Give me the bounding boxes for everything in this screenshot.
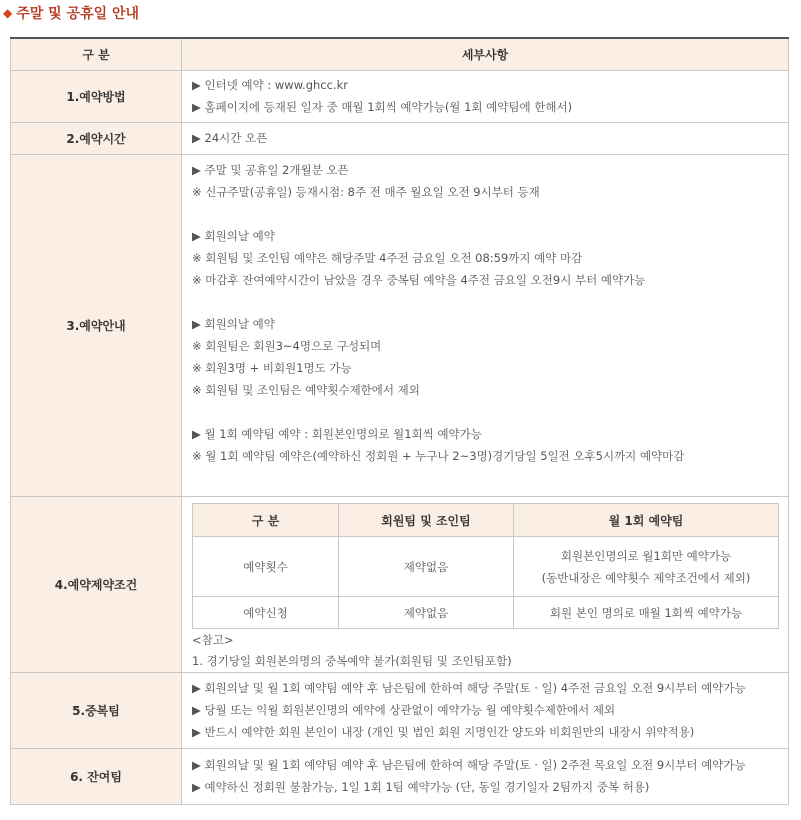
- table-row: [11, 71, 789, 123]
- detail-line: ※ 마감후 잔여예약시간이 남았을 경우 중복팀 예약을 4주전 금요일 오전9시 부터 예약가능: [192, 273, 646, 287]
- detail-line: ▶ 주말 및 공휴일 2개월분 오픈: [192, 163, 349, 177]
- note-heading: <참고>: [192, 633, 234, 647]
- subtable-cell: [514, 537, 779, 597]
- table-row: [11, 497, 789, 673]
- note-line: 1. 경기당일 회원본의명의 중복예약 불가(회원팀 및 조인팀포함): [192, 654, 512, 668]
- detail-line: ※ 회원3명 + 비회원1명도 가능: [192, 361, 352, 375]
- detail-line: ▶ 예약하신 정회원 불참가능, 1일 1회 1팀 예약가능 (단, 동일 경기일자 2팀까지 중복 허용): [192, 780, 650, 794]
- row-detail: [182, 497, 789, 673]
- detail-line: ※ 회원팀 및 조인팀은 예약횟수제한에서 제외: [192, 383, 420, 397]
- subtable-header-row: [193, 504, 779, 537]
- detail-line: ※ 회원팀 및 조인팀 예약은 해당주말 4주전 금요일 오전 08:59까지 예약 마감: [192, 251, 583, 265]
- subtable-cell: 회원 본인 명의로 매월 1회씩 예약가능: [514, 597, 779, 629]
- section-title: [3, 3, 139, 23]
- cell-line: (동반내장은 예약횟수 제약조건에서 제외): [541, 570, 751, 585]
- cell-line: 회원본인명의로 월1회만 예약가능: [560, 548, 732, 563]
- detail-line: ▶ 24시간 오픈: [192, 131, 268, 145]
- detail-line: ▶ 당월 또는 익월 회원본인명의 예약에 상관없이 예약가능 월 예약횟수제한에서 제외: [192, 703, 616, 717]
- restriction-subtable: [192, 503, 779, 629]
- detail-line: ▶ 월 1회 예약팀 예약 : 회원본인명의로 월1회씩 예약가능: [192, 427, 482, 441]
- header-category: 구 분: [11, 38, 182, 71]
- detail-line: ▶ 회원의날 예약: [192, 317, 275, 331]
- spacer: [192, 401, 778, 423]
- detail-line: ※ 월 1회 예약팀 예약은(예약하신 정회원 + 누구나 2~3명)경기당일 5일전 오후5시까지 예약마감: [192, 449, 685, 463]
- section-title-text: 주말 및 공휴일 안내: [16, 6, 140, 22]
- row-label: 2.예약시간: [11, 123, 182, 155]
- spacer: [192, 203, 778, 225]
- subtable-cell: 제약없음: [339, 597, 514, 629]
- subtable-cell: 제약없음: [339, 537, 514, 597]
- subtable-cell: 예약신청: [193, 597, 339, 629]
- table-row: [11, 123, 789, 155]
- detail-line: ▶ 회원의날 및 월 1회 예약팀 예약 후 남은팀에 한하여 해당 주말(토 · 일) 2주전 목요일 오전 9시부터 예약가능: [192, 758, 746, 772]
- diamond-icon: ◆: [3, 6, 13, 20]
- row-label: 6. 잔여팀: [11, 749, 182, 805]
- detail-line: ※ 신규주말(공휴일) 등재시점: 8주 전 매주 월요일 오전 9시부터 등재: [192, 185, 540, 199]
- subtable-header: 회원팀 및 조인팀: [339, 504, 514, 537]
- subtable-row: [193, 597, 779, 629]
- spacer: [192, 291, 778, 313]
- subtable-cell: 예약횟수: [193, 537, 339, 597]
- subtable-header: 구 분: [193, 504, 339, 537]
- detail-line: ▶ 인터넷 예약 : www.ghcc.kr: [192, 78, 348, 92]
- row-detail: [182, 749, 789, 805]
- row-label: 3.예약안내: [11, 155, 182, 497]
- reservation-info-table: [10, 37, 789, 805]
- row-label: 1.예약방법: [11, 71, 182, 123]
- row-label: 5.중복팀: [11, 673, 182, 749]
- row-detail: [182, 673, 789, 749]
- detail-line: ▶ 반드시 예약한 회원 본인이 내장 (개인 및 법인 회원 지명인간 양도와 비회원만의 내장시 위약적용): [192, 725, 695, 739]
- row-detail: [182, 155, 789, 497]
- table-row: [11, 673, 789, 749]
- detail-line: ▶ 회원의날 예약: [192, 229, 275, 243]
- subtable-header: 월 1회 예약팀: [514, 504, 779, 537]
- row-detail: [182, 123, 789, 155]
- header-details: 세부사항: [182, 38, 789, 71]
- row-detail: [182, 71, 789, 123]
- detail-line: ※ 회원팀은 회원3~4명으로 구성되며: [192, 339, 382, 353]
- table-row: [11, 155, 789, 497]
- row-label: 4.예약제약조건: [11, 497, 182, 673]
- table-row: [11, 749, 789, 805]
- detail-line: ▶ 회원의날 및 월 1회 예약팀 예약 후 남은팀에 한하여 해당 주말(토 · 일) 4주전 금요일 오전 9시부터 예약가능: [192, 681, 746, 695]
- subtable-row: [193, 537, 779, 597]
- detail-line: ▶ 홈페이지에 등재된 일자 중 매월 1회씩 예약가능(월 1회 예약팀에 한해서): [192, 100, 573, 114]
- table-header-row: [11, 38, 789, 71]
